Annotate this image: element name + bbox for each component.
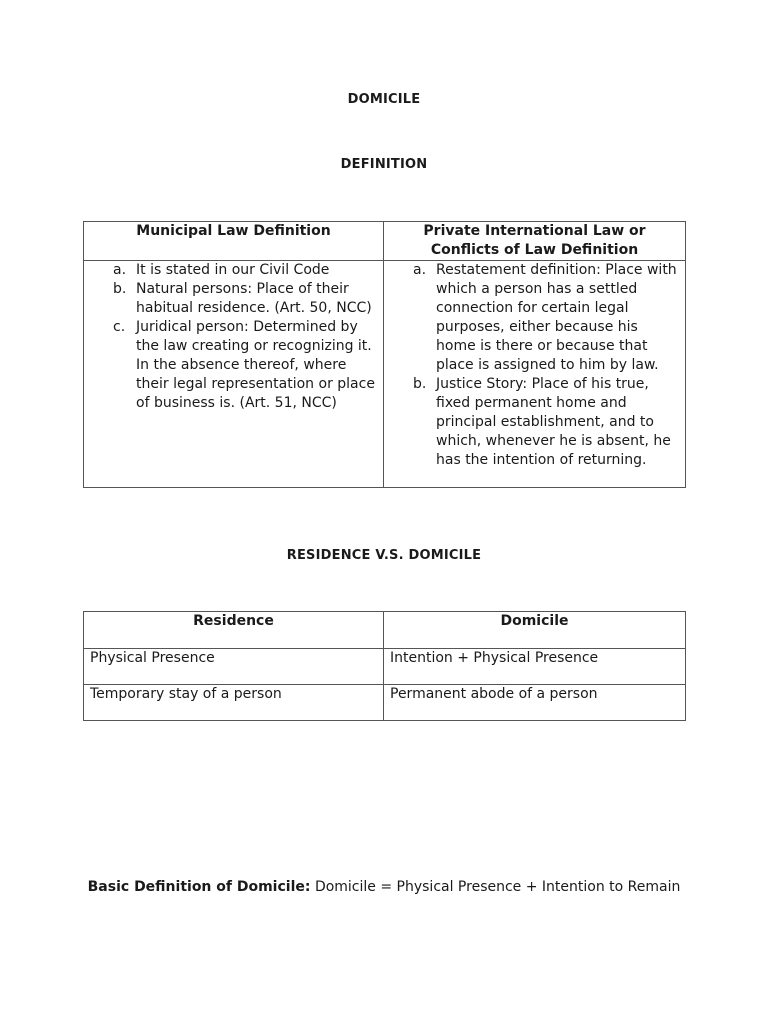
table-row <box>84 649 686 685</box>
private-international-law-header <box>384 222 686 261</box>
list-item-text: Juridical person: Determined by the law creating or recognizing it. In the absence thereof, where their legal representation or place of business is. (Art. 51, NCC) <box>136 319 375 411</box>
basic-definition-text: Domicile = Physical Presence + Intention to Remain <box>314 879 681 895</box>
table-cell: Intention + Physical Presence <box>384 649 686 685</box>
list-item <box>113 280 375 318</box>
list-item-text: It is stated in our Civil Code <box>136 262 330 278</box>
private-international-law-cell <box>384 261 686 488</box>
municipal-law-header: Municipal Law Definition <box>84 222 384 261</box>
domicile-header: Domicile <box>384 612 686 649</box>
list-marker: b. <box>413 376 427 392</box>
basic-definition-label: Basic Definition of Domicile: <box>87 879 311 895</box>
residence-vs-domicile-heading: RESIDENCE V.S. DOMICILE <box>286 548 482 563</box>
list-marker: c. <box>113 319 126 335</box>
private-international-law-header-line2: Conflicts of Law Definition <box>430 242 639 258</box>
list-marker: a. <box>113 262 127 278</box>
residence-header: Residence <box>84 612 384 649</box>
definition-table-body-row <box>84 261 686 488</box>
private-international-law-header-line1: Private International Law or <box>423 223 646 239</box>
basic-definition <box>0 879 768 895</box>
page-title: DOMICILE <box>347 92 421 107</box>
residence-vs-domicile-table <box>83 611 686 721</box>
list-marker: b. <box>113 281 127 297</box>
table-cell: Temporary stay of a person <box>84 685 384 721</box>
table-cell: Physical Presence <box>84 649 384 685</box>
table-cell: Permanent abode of a person <box>384 685 686 721</box>
definition-table-header-row <box>84 222 686 261</box>
table-header-row <box>84 612 686 649</box>
table-row <box>84 685 686 721</box>
list-item <box>113 261 375 280</box>
list-item <box>113 318 375 413</box>
list-item-text: Justice Story: Place of his true, fixed permanent home and principal establishment, and to which, whenever he is absent, he has the intention of returning. <box>436 376 671 468</box>
definition-heading: DEFINITION <box>340 157 428 172</box>
municipal-law-cell <box>84 261 384 488</box>
definition-table <box>83 221 686 488</box>
private-international-law-list <box>384 261 685 470</box>
list-item-text: Natural persons: Place of their habitual residence. (Art. 50, NCC) <box>136 281 372 316</box>
list-item <box>413 261 679 375</box>
list-item-text: Restatement definition: Place with which a person has a settled connection for certain legal purposes, either because his home is there or because that place is assigned to him by law. <box>436 262 677 373</box>
list-marker: a. <box>413 262 427 278</box>
municipal-law-list <box>84 261 383 413</box>
list-item <box>413 375 679 470</box>
